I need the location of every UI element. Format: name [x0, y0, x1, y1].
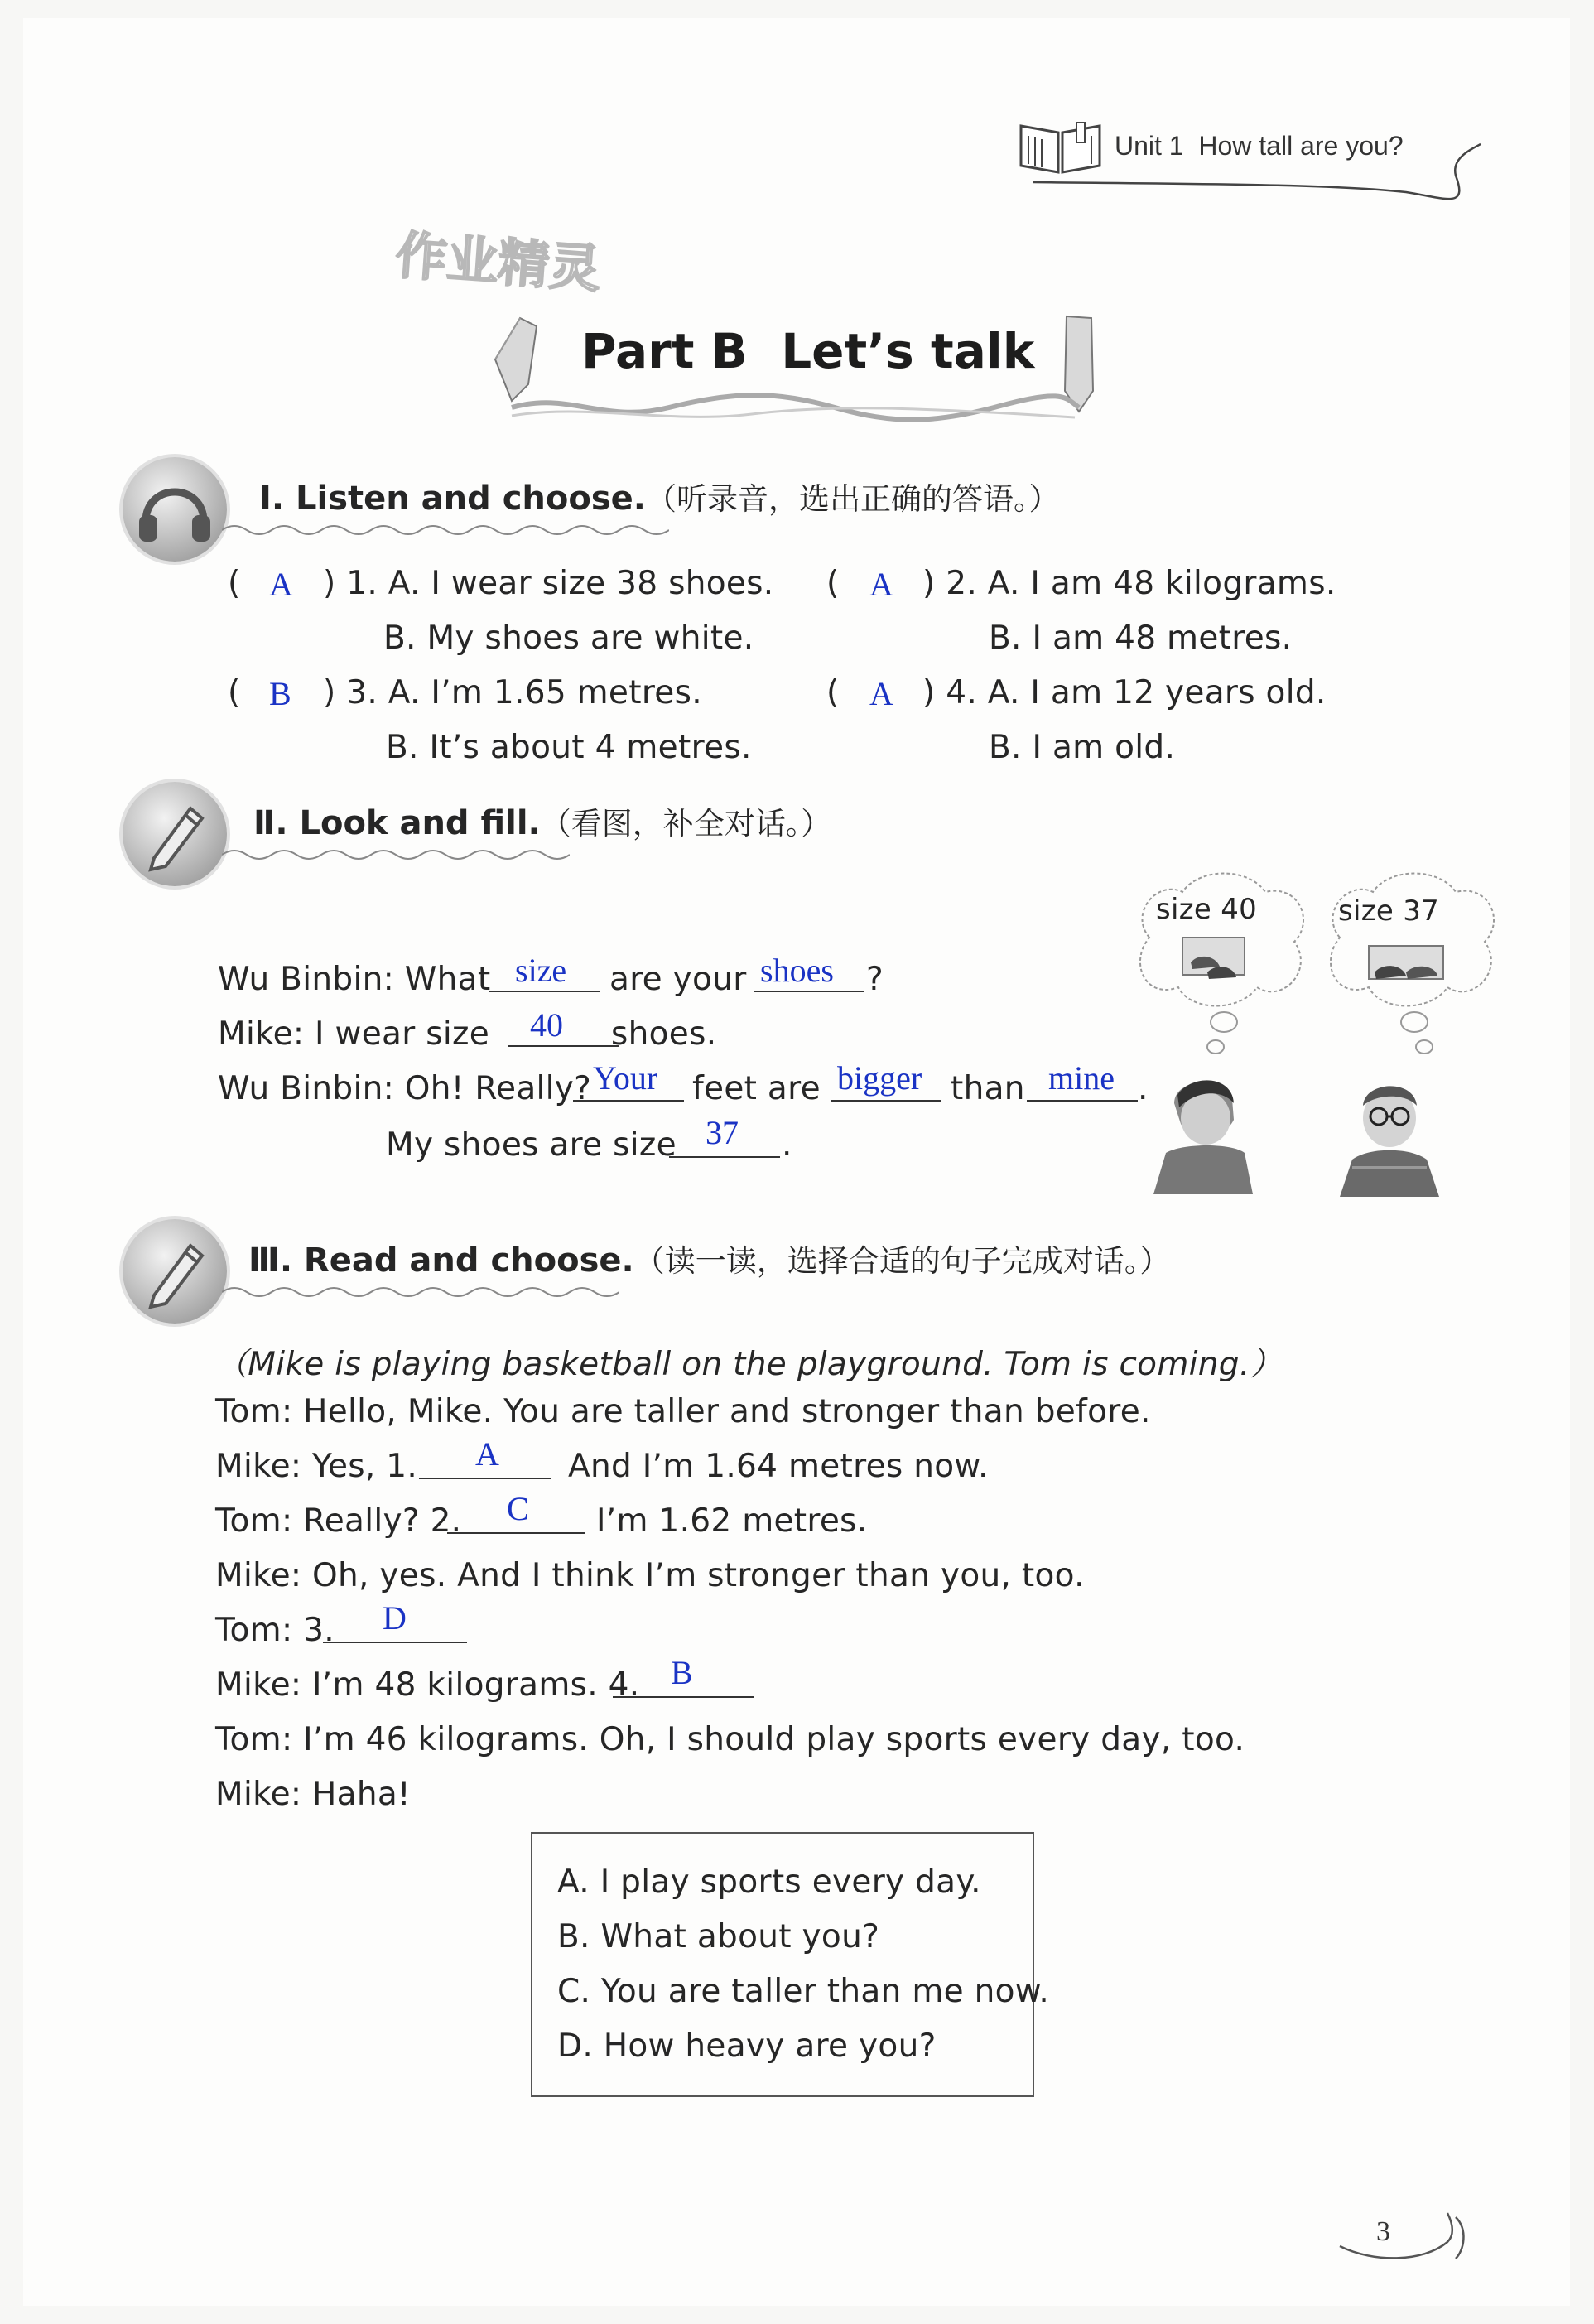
- item2-bracket: (: [826, 565, 840, 602]
- dialogue-line-6a: Mike: I’m 48 kilograms. 4.: [215, 1666, 640, 1704]
- page-number: 3: [1376, 2216, 1390, 2247]
- boy-wu-binbin-image: [1141, 1070, 1257, 1194]
- dialogue-line-3b: I’m 1.62 metres.: [596, 1502, 868, 1540]
- watermark: 作业精灵: [393, 224, 603, 300]
- choice-answer-1: A: [475, 1435, 499, 1473]
- title-wave: [503, 383, 1083, 432]
- dialogue-line-2b: And I’m 1.64 metres now.: [568, 1448, 989, 1485]
- section2-title-cn: （看图，补全对话。）: [540, 806, 832, 841]
- item3-bracket: (: [228, 674, 241, 711]
- section3-title-cn: （读一读，选择合适的句子完成对话。）: [633, 1243, 1171, 1279]
- fill-answer-5: bigger: [837, 1059, 922, 1097]
- fill-line1-part2: are your: [609, 961, 747, 998]
- fill-answer-7: 37: [706, 1114, 739, 1151]
- thought-bubble-right: [1315, 863, 1514, 1062]
- unit-label: Unit 1: [1115, 131, 1184, 161]
- scene-description: （Mike is playing basketball on the playground. Tom is coming.）: [215, 1346, 1283, 1383]
- fill-line3-part1: Wu Binbin: Oh! Really?: [218, 1070, 592, 1107]
- item1-answer: A: [269, 566, 293, 603]
- item4-num: 4.: [946, 674, 978, 711]
- section1-title: [259, 474, 1059, 518]
- fill-blank-3: [508, 1000, 619, 1047]
- fill-answer-1: size: [515, 952, 567, 989]
- fill-line2-part2: shoes.: [611, 1015, 717, 1053]
- workbook-page: [23, 18, 1570, 2306]
- item4-option-a: A. I am 12 years old.: [987, 674, 1327, 711]
- section2-title: [253, 798, 831, 843]
- item1-num: 1.: [346, 565, 378, 602]
- fill-line2-part1: Mike: I wear size: [218, 1015, 490, 1053]
- dialogue-line-5a: Tom: 3.: [215, 1612, 335, 1649]
- page-number-swoosh: [1332, 2205, 1481, 2271]
- dialogue-line-2a: Mike: Yes, 1.: [215, 1448, 418, 1485]
- fill-line3-part4: .: [1138, 1070, 1149, 1107]
- section2-underline: [222, 846, 570, 863]
- page-title: Part B Let’s talk: [581, 323, 1035, 379]
- fill-answer-2: shoes: [760, 952, 834, 989]
- item3-option-a: A. I’m 1.65 metres.: [388, 674, 702, 711]
- fill-answer-6: mine: [1048, 1059, 1115, 1097]
- fill-line4-part1: My shoes are size: [386, 1126, 677, 1164]
- headphones-icon: [123, 457, 227, 562]
- item3-num: 3.: [346, 674, 378, 711]
- dialogue-line-1: Tom: Hello, Mike. You are taller and stronger than before.: [215, 1393, 1151, 1430]
- item4-option-b: B. I am old.: [989, 729, 1176, 766]
- item4-answer: A: [869, 675, 893, 712]
- options-box: [531, 1832, 1050, 2097]
- fill-line1-part1: Wu Binbin: What: [218, 961, 491, 998]
- section2-title-en: Ⅱ. Look and fill.: [253, 804, 541, 842]
- pencil-icon: [123, 782, 227, 886]
- section1-title-en: Ⅰ. Listen and choose.: [259, 480, 646, 518]
- item4-bracket: (: [826, 674, 840, 711]
- dialogue-line-8: Mike: Haha!: [215, 1776, 411, 1813]
- dialogue-line-7: Tom: I’m 46 kilograms. Oh, I should play sports every day, too.: [215, 1721, 1245, 1758]
- choice-answer-3: D: [383, 1599, 407, 1637]
- section3-title-en: Ⅲ. Read and choose.: [248, 1242, 634, 1280]
- bubble-label-left: size 40: [1156, 893, 1258, 926]
- item2-option-a: A. I am 48 kilograms.: [987, 565, 1336, 602]
- dialogue-line-4: Mike: Oh, yes. And I think I’m stronger than you, too.: [215, 1557, 1085, 1594]
- fill-answer-4: Your: [593, 1059, 658, 1097]
- fill-line3-part3: than: [951, 1070, 1025, 1107]
- option-c: C. You are taller than me now.: [557, 1973, 1050, 2010]
- pencil-icon-2: [123, 1219, 227, 1324]
- item3-question: ) 3. A. I’m 1.65 metres.: [323, 674, 702, 711]
- header-swoosh: [1017, 126, 1489, 217]
- unit-title: How tall are you?: [1198, 131, 1404, 161]
- section3-title: [248, 1236, 1170, 1280]
- option-d: D. How heavy are you?: [557, 2027, 937, 2065]
- item3-answer: B: [269, 675, 291, 712]
- fill-answer-3: 40: [530, 1006, 563, 1044]
- item1-option-a: A. I wear size 38 shoes.: [388, 565, 774, 602]
- section1-underline: [222, 522, 669, 538]
- option-b: B. What about you?: [557, 1918, 880, 1955]
- dialogue-line-3a: Tom: Really? 2.: [215, 1502, 462, 1540]
- item3-option-b: B. It’s about 4 metres.: [386, 729, 752, 766]
- boy-mike-image: [1336, 1068, 1443, 1197]
- item2-answer: A: [869, 566, 893, 603]
- item2-option-b: B. I am 48 metres.: [989, 620, 1293, 657]
- choice-answer-4: B: [671, 1654, 693, 1691]
- item1-bracket: (: [228, 565, 241, 602]
- option-a: A. I play sports every day.: [557, 1864, 981, 1901]
- item2-num: 2.: [946, 565, 978, 602]
- fill-line1-part3: ?: [866, 961, 884, 998]
- item2-question: ) 2. A. I am 48 kilograms.: [922, 565, 1336, 602]
- fill-line4-part2: .: [782, 1126, 792, 1164]
- bubble-label-right: size 37: [1338, 894, 1440, 928]
- item1-question: ) 1. A. I wear size 38 shoes.: [323, 565, 774, 602]
- item4-question: ) 4. A. I am 12 years old.: [922, 674, 1327, 711]
- section3-underline: [222, 1284, 619, 1300]
- fill-line3-part2: feet are: [692, 1070, 821, 1107]
- section1-title-cn: （听录音，选出正确的答语。）: [645, 481, 1060, 517]
- choice-answer-2: C: [507, 1490, 529, 1527]
- item1-option-b: B. My shoes are white.: [383, 620, 754, 657]
